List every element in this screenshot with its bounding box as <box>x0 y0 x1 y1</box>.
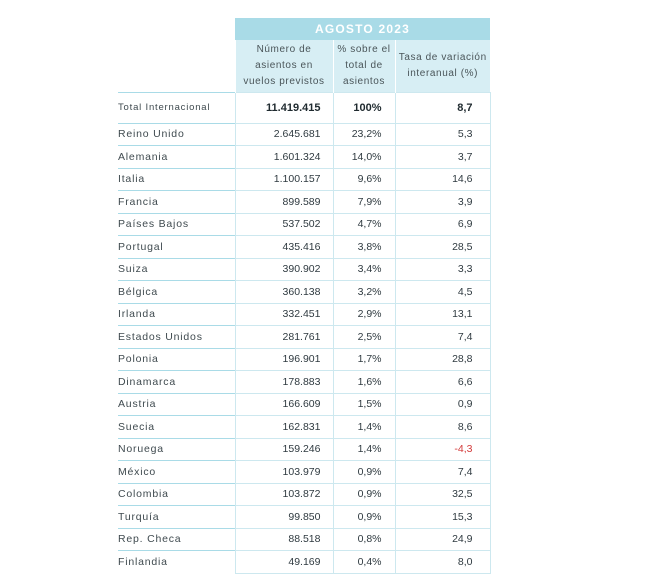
row-tasa-value: 24,9 <box>395 528 490 551</box>
row-asientos-value: 899.589 <box>235 191 333 214</box>
row-asientos-value: 166.609 <box>235 393 333 416</box>
row-pct-value: 7,9% <box>333 191 395 214</box>
row-tasa-value: 0,9 <box>395 393 490 416</box>
row-asientos-value: 435.416 <box>235 236 333 259</box>
row-tasa-value: 3,7 <box>395 146 490 169</box>
row-pct-value: 2,5% <box>333 326 395 349</box>
row-tasa-value: 28,5 <box>395 236 490 259</box>
row-tasa-value: 6,6 <box>395 371 490 394</box>
row-tasa-value: 15,3 <box>395 506 490 529</box>
row-country-label: Colombia <box>118 483 235 506</box>
row-pct-value: 1,6% <box>333 371 395 394</box>
table-row <box>118 393 490 416</box>
row-asientos-value: 537.502 <box>235 213 333 236</box>
header-pct-line: asientos <box>342 75 386 87</box>
row-country-label: Portugal <box>118 236 235 259</box>
row-asientos-value: 162.831 <box>235 416 333 439</box>
row-asientos-value: 332.451 <box>235 303 333 326</box>
row-asientos-value: 159.246 <box>235 438 333 461</box>
table-row <box>118 236 490 259</box>
row-country-label: Finlandia <box>118 551 235 574</box>
row-asientos-value: 390.902 <box>235 258 333 281</box>
header-asientos-line: Número de <box>256 43 312 55</box>
row-asientos-value: 103.979 <box>235 461 333 484</box>
row-country-label: Bélgica <box>118 281 235 304</box>
table-row <box>118 348 490 371</box>
row-country-label: Austria <box>118 393 235 416</box>
row-country-label: Suiza <box>118 258 235 281</box>
row-asientos-value: 196.901 <box>235 348 333 371</box>
row-tasa-value: 6,9 <box>395 213 490 236</box>
row-country-label: Suecia <box>118 416 235 439</box>
row-tasa-value: 32,5 <box>395 483 490 506</box>
row-asientos-value: 281.761 <box>235 326 333 349</box>
row-country-label: Italia <box>118 168 235 191</box>
table-row <box>118 281 490 304</box>
total-asientos: 11.419.415 <box>235 92 333 123</box>
row-country-label: Estados Unidos <box>118 326 235 349</box>
table-row <box>118 461 490 484</box>
table-row <box>118 258 490 281</box>
row-pct-value: 3,2% <box>333 281 395 304</box>
seats-table <box>118 18 491 574</box>
row-tasa-value: 13,1 <box>395 303 490 326</box>
row-country-label: Noruega <box>118 438 235 461</box>
table-row <box>118 528 490 551</box>
row-pct-value: 1,4% <box>333 416 395 439</box>
header-spacer <box>118 40 235 92</box>
row-asientos-value: 1.100.157 <box>235 168 333 191</box>
table-row <box>118 303 490 326</box>
table-row <box>118 326 490 349</box>
row-country-label: Países Bajos <box>118 213 235 236</box>
table-row <box>118 506 490 529</box>
row-pct-value: 0,9% <box>333 461 395 484</box>
header-pct <box>333 40 395 92</box>
header-asientos-line: asientos en <box>255 59 313 71</box>
row-asientos-value: 103.872 <box>235 483 333 506</box>
table-row <box>118 191 490 214</box>
table-row <box>118 371 490 394</box>
banner-spacer <box>118 18 235 40</box>
row-country-label: Polonia <box>118 348 235 371</box>
banner-row <box>118 18 490 40</box>
row-pct-value: 1,7% <box>333 348 395 371</box>
row-asientos-value: 1.601.324 <box>235 146 333 169</box>
total-row <box>118 92 490 123</box>
row-pct-value: 1,4% <box>333 438 395 461</box>
row-tasa-value: 3,3 <box>395 258 490 281</box>
table-row <box>118 123 490 146</box>
table-row <box>118 146 490 169</box>
total-tasa: 8,7 <box>395 92 490 123</box>
row-country-label: Francia <box>118 191 235 214</box>
row-pct-value: 2,9% <box>333 303 395 326</box>
row-asientos-value: 360.138 <box>235 281 333 304</box>
row-country-label: Reino Unido <box>118 123 235 146</box>
row-tasa-value: 28,8 <box>395 348 490 371</box>
row-pct-value: 0,4% <box>333 551 395 574</box>
row-tasa-value: 7,4 <box>395 326 490 349</box>
row-tasa-value: 7,4 <box>395 461 490 484</box>
row-asientos-value: 99.850 <box>235 506 333 529</box>
row-country-label: Irlanda <box>118 303 235 326</box>
row-tasa-value: 14,6 <box>395 168 490 191</box>
row-tasa-value: 8,6 <box>395 416 490 439</box>
header-pct-line: % sobre el <box>337 43 391 55</box>
row-asientos-value: 88.518 <box>235 528 333 551</box>
table-row <box>118 213 490 236</box>
row-pct-value: 14,0% <box>333 146 395 169</box>
total-label: Total Internacional <box>118 92 235 123</box>
row-asientos-value: 49.169 <box>235 551 333 574</box>
table-row <box>118 168 490 191</box>
row-tasa-value: 3,9 <box>395 191 490 214</box>
header-tasa <box>395 40 490 92</box>
table-row <box>118 416 490 439</box>
table-body <box>118 92 490 573</box>
row-pct-value: 4,7% <box>333 213 395 236</box>
row-asientos-value: 2.645.681 <box>235 123 333 146</box>
row-asientos-value: 178.883 <box>235 371 333 394</box>
row-pct-value: 0,9% <box>333 483 395 506</box>
row-pct-value: 1,5% <box>333 393 395 416</box>
row-tasa-value: 5,3 <box>395 123 490 146</box>
total-pct: 100% <box>333 92 395 123</box>
row-pct-value: 3,8% <box>333 236 395 259</box>
row-country-label: Turquía <box>118 506 235 529</box>
header-pct-line: total de <box>345 59 383 71</box>
row-pct-value: 23,2% <box>333 123 395 146</box>
header-asientos <box>235 40 333 92</box>
row-country-label: México <box>118 461 235 484</box>
row-pct-value: 0,8% <box>333 528 395 551</box>
header-tasa-line: Tasa de variación <box>398 51 487 63</box>
row-pct-value: 0,9% <box>333 506 395 529</box>
row-country-label: Alemania <box>118 146 235 169</box>
row-country-label: Dinamarca <box>118 371 235 394</box>
table-row <box>118 551 490 574</box>
row-tasa-value: -4,3 <box>395 438 490 461</box>
header-asientos-line: vuelos previstos <box>243 75 325 87</box>
header-tasa-line: interanual (%) <box>407 67 479 79</box>
row-tasa-value: 8,0 <box>395 551 490 574</box>
column-header-row <box>118 40 490 92</box>
table-title: AGOSTO 2023 <box>235 18 490 40</box>
row-pct-value: 9,6% <box>333 168 395 191</box>
table-row <box>118 438 490 461</box>
row-tasa-value: 4,5 <box>395 281 490 304</box>
row-pct-value: 3,4% <box>333 258 395 281</box>
table-row <box>118 483 490 506</box>
row-country-label: Rep. Checa <box>118 528 235 551</box>
